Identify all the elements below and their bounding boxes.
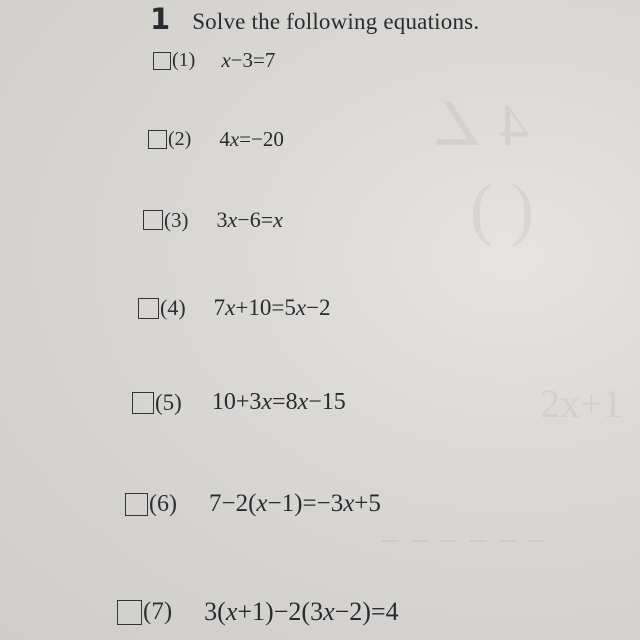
problem-4-label: (4) [160, 295, 186, 320]
show-through-marks-3: 2x+1 [540, 381, 623, 426]
problem-6-label: (6) [149, 490, 177, 517]
problem-7-equation: 3(x+1)−2(3x−2)=4 [204, 597, 399, 626]
problem-2-equation: 4x=−20 [219, 127, 284, 151]
problem-1-equation: x−3=7 [221, 48, 276, 72]
problem-4 [138, 295, 331, 321]
section-number: 1 [150, 2, 171, 36]
problem-2-label: (2) [168, 128, 192, 150]
problem-3-equation: 3x−6=x [216, 207, 283, 232]
problem-1-checkbox[interactable] [153, 52, 171, 70]
problem-5-equation: 10+3x=8x−15 [211, 389, 346, 415]
show-through-marks: 4 ∠ [430, 92, 529, 158]
problem-3 [143, 207, 283, 233]
problem-5 [132, 389, 346, 416]
problem-6-checkbox[interactable] [125, 493, 148, 516]
problem-7 [117, 597, 399, 627]
problem-4-checkbox[interactable] [138, 298, 159, 319]
problem-1 [153, 48, 275, 73]
problem-3-label: (3) [164, 207, 189, 232]
problem-2 [148, 127, 284, 152]
problem-5-label: (5) [155, 389, 182, 415]
problem-5-checkbox[interactable] [132, 392, 154, 414]
problem-6-equation: 7−2(x−1)=−3x+5 [208, 490, 381, 517]
problem-7-label: (7) [143, 598, 173, 625]
problem-6 [125, 490, 381, 518]
show-through-marks-2: ( ) [470, 171, 535, 248]
problem-3-checkbox[interactable] [143, 210, 163, 230]
show-through-marks-4: − − − − − − [380, 521, 547, 561]
problem-2-checkbox[interactable] [148, 130, 167, 149]
problem-1-label: (1) [172, 49, 196, 71]
section-header [150, 2, 479, 36]
problem-7-checkbox[interactable] [117, 600, 142, 625]
problem-4-equation: 7x+10=5x−2 [213, 295, 331, 320]
section-instruction: Solve the following equations. [192, 9, 480, 34]
